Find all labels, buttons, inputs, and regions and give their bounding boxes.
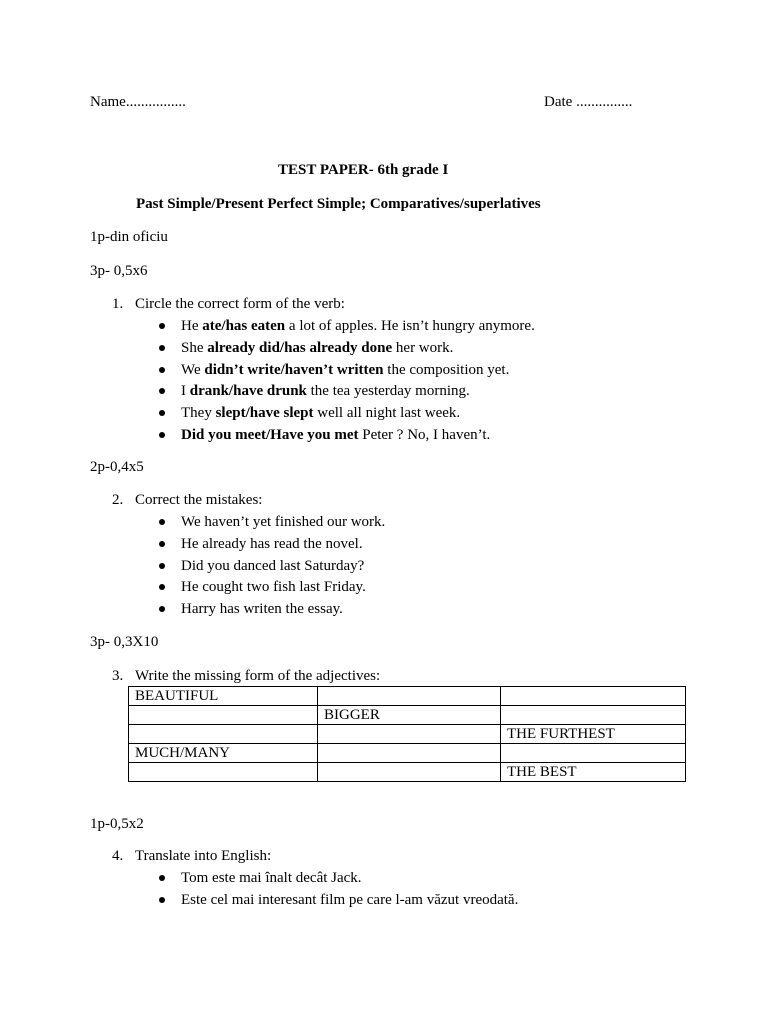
- ex2-instruction: Correct the mistakes:: [135, 492, 263, 508]
- ex1-instruction: Circle the correct form of the verb:: [135, 296, 345, 312]
- list-item: We didn’t write/haven’t written the composition yet.: [157, 361, 535, 383]
- ex2-number: 2.: [112, 492, 124, 508]
- table-row: [129, 687, 686, 706]
- points-oficiu: 1p-din oficiu: [90, 229, 168, 245]
- list-item: We haven’t yet finished our work.: [157, 513, 385, 535]
- ex3-instruction: Write the missing form of the adjectives:: [135, 668, 381, 684]
- list-item: Harry has writen the essay.: [157, 600, 385, 622]
- table-cell[interactable]: [501, 744, 686, 763]
- list-item: Tom este mai înalt decât Jack.: [157, 869, 518, 891]
- table-cell[interactable]: THE FURTHEST: [501, 725, 686, 744]
- table-cell[interactable]: MUCH/MANY: [129, 744, 318, 763]
- ex4-instruction: Translate into English:: [135, 848, 272, 864]
- table-cell[interactable]: BIGGER: [318, 706, 501, 725]
- list-item: Did you danced last Saturday?: [157, 557, 385, 579]
- table-row: [129, 744, 686, 763]
- table-cell[interactable]: [318, 744, 501, 763]
- adjectives-table: [128, 686, 686, 782]
- ex1-number: 1.: [112, 296, 124, 312]
- table-cell[interactable]: [129, 763, 318, 782]
- table-cell[interactable]: [318, 725, 501, 744]
- ex1-list: [157, 317, 535, 448]
- table-row: [129, 706, 686, 725]
- list-item: Este cel mai interesant film pe care l-am văzut vreodată.: [157, 891, 518, 913]
- list-item: He ate/has eaten a lot of apples. He isn’t hungry anymore.: [157, 317, 535, 339]
- date-field: Date ...............: [544, 94, 633, 110]
- points-ex3: 3p- 0,3X10: [90, 634, 159, 650]
- table-cell[interactable]: [129, 725, 318, 744]
- points-ex4: 1p-0,5x2: [90, 816, 144, 832]
- table-cell[interactable]: [501, 687, 686, 706]
- points-ex2: 2p-0,4x5: [90, 459, 144, 475]
- table-cell[interactable]: BEAUTIFUL: [129, 687, 318, 706]
- table-cell[interactable]: [318, 763, 501, 782]
- list-item: Did you meet/Have you met Peter ? No, I haven’t.: [157, 426, 535, 448]
- list-item: He already has read the novel.: [157, 535, 385, 557]
- list-item: She already did/has already done her work.: [157, 339, 535, 361]
- ex2-list: [157, 513, 385, 622]
- table-cell[interactable]: [129, 706, 318, 725]
- name-field: Name................: [90, 94, 186, 110]
- points-ex1: 3p- 0,5x6: [90, 263, 148, 279]
- table-cell[interactable]: [318, 687, 501, 706]
- page-subtitle: Past Simple/Present Perfect Simple; Comparatives/superlatives: [136, 196, 541, 212]
- table-row: [129, 725, 686, 744]
- list-item: I drank/have drunk the tea yesterday morning.: [157, 382, 535, 404]
- list-item: They slept/have slept well all night last week.: [157, 404, 535, 426]
- table-cell[interactable]: THE BEST: [501, 763, 686, 782]
- table-cell[interactable]: [501, 706, 686, 725]
- ex4-number: 4.: [112, 848, 124, 864]
- ex4-list: [157, 869, 518, 913]
- table-row: [129, 763, 686, 782]
- page-title: TEST PAPER- 6th grade I: [278, 162, 449, 178]
- list-item: He cought two fish last Friday.: [157, 578, 385, 600]
- ex3-number: 3.: [112, 668, 124, 684]
